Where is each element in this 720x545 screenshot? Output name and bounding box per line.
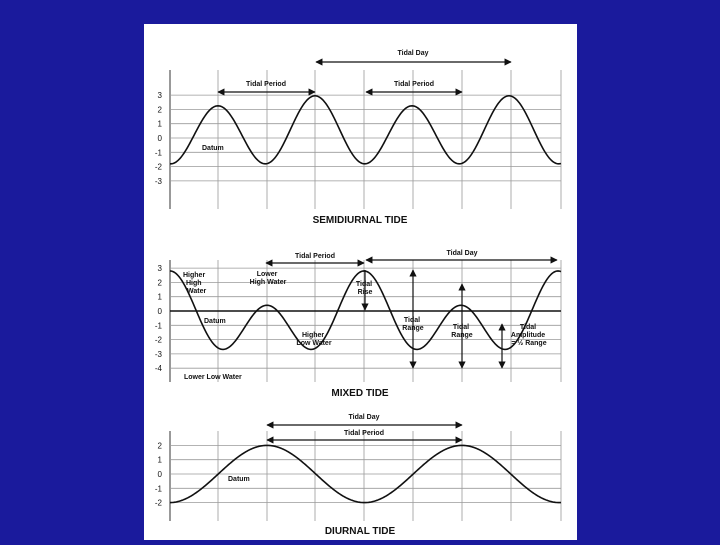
diurnal-y-tick-label: -2 [154, 498, 162, 508]
diurnal-datum-label: Datum [228, 476, 250, 483]
mixed-tidal-period-label: Tidal Period [295, 253, 335, 260]
mixed-caption: MIXED TIDE [331, 388, 389, 399]
figure-panel [144, 24, 577, 540]
diurnal-caption: DIURNAL TIDE [324, 526, 396, 537]
semidiurnal-y-tick-label: -1 [154, 148, 162, 158]
diurnal-tidal-period-label: Tidal Period [344, 430, 384, 437]
semidiurnal-y-tick-label: 1 [157, 119, 162, 129]
tide-figure [144, 24, 577, 540]
mixed-higher-high-water-label: Higher High Water [183, 272, 207, 295]
mixed-y-tick-label: 3 [157, 264, 162, 274]
mixed-y-tick-label: 1 [157, 292, 162, 302]
semidiurnal-y-tick-label: 0 [157, 134, 162, 143]
semidiurnal-tidal-period-1-label: Tidal Period [246, 81, 286, 88]
mixed-y-tick-label: -2 [154, 335, 162, 345]
semidiurnal-wave [170, 96, 561, 164]
semidiurnal-chart [155, 50, 561, 226]
semidiurnal-tidal-day-label: Tidal Day [397, 50, 429, 57]
diurnal-chart [155, 414, 561, 537]
semidiurnal-tidal-period-2-label: Tidal Period [394, 81, 434, 88]
semidiurnal-y-tick-label: -2 [154, 162, 162, 172]
mixed-tidal-rise-label: Tidal Rise [355, 281, 373, 296]
mixed-lower-high-water-label: Lower High Water [249, 271, 287, 286]
mixed-tidal-day-label: Tidal Day [446, 250, 478, 257]
mixed-lower-low-water-label: Lower Low Water [184, 374, 242, 381]
semidiurnal-datum-label: Datum [202, 145, 224, 152]
diurnal-y-tick-label: 0 [157, 470, 162, 479]
diurnal-y-tick-label: -1 [154, 484, 162, 494]
diurnal-tidal-day-label: Tidal Day [348, 414, 380, 421]
semidiurnal-y-tick-label: 2 [157, 105, 162, 115]
diurnal-y-tick-label: 2 [157, 441, 162, 451]
mixed-y-tick-label: -4 [154, 364, 162, 374]
diurnal-y-tick-label: 1 [157, 455, 162, 465]
mixed-chart [155, 250, 561, 399]
mixed-tidal-amplitude-label: Tidal Amplitude = ½ Range [510, 324, 547, 347]
mixed-tidal-range-2-label: Tidal Range [451, 324, 473, 339]
mixed-higher-low-water-label: Higher Low Water [296, 332, 332, 347]
semidiurnal-caption: SEMIDIURNAL TIDE [312, 215, 408, 226]
mixed-y-tick-label: -3 [154, 349, 162, 359]
mixed-y-tick-label: -1 [154, 321, 162, 331]
mixed-y-tick-label: 0 [157, 307, 162, 316]
mixed-y-tick-label: 2 [157, 278, 162, 288]
semidiurnal-y-tick-label: 3 [157, 91, 162, 101]
semidiurnal-y-tick-label: -3 [154, 176, 162, 186]
mixed-tidal-range-1-label: Tidal Range [402, 317, 424, 332]
mixed-datum-label: Datum [204, 318, 226, 325]
